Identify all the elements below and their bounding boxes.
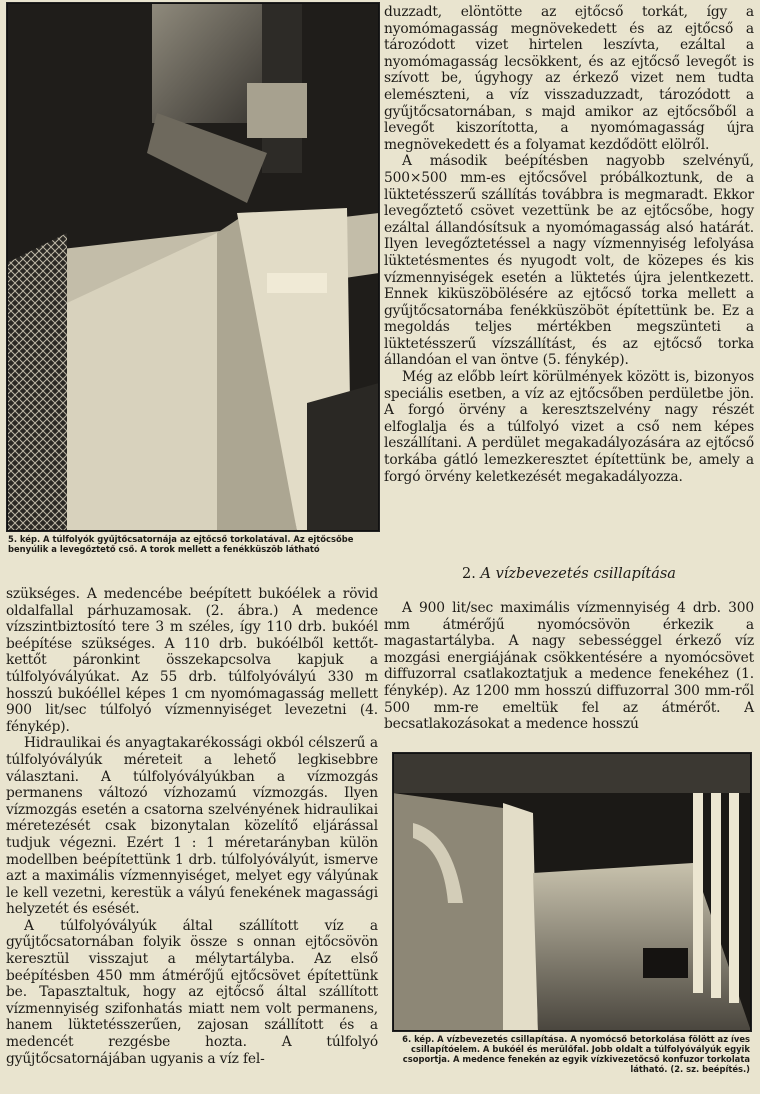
- figure-6-caption: 6. kép. A vízbevezetés csillapítása. A nyomócső betorkolása fölött az íves csillapítóelem. A bukóél és merülőfal. Jobb oldalt a túlfolyóvályúk egyik csoportja. A medence fenekén az egyik vízkivezetőcső konfuzor torkolata látható. (2. sz. beépítés.): [402, 1034, 750, 1074]
- right-column-top: [384, 4, 754, 485]
- section-number: 2.: [462, 566, 476, 582]
- left-paragraph-2: Hidraulikai és anyagtakarékossági okból célszerű a túlfolyóvályúk méreteit a lehető legkisebbre választani. A túlfolyóvályúkban a vízmozgás permanens változó vízhozamú vízmozgás. Ilyen vízmozgás esetén a csatorna szelvényének hidraulikai méretezését csak bizonytalan közelítő eljárással tudjuk végezni. Ezért 1 : 1 méretarányban külön modellben beépítettünk 1 drb. túlfolyóvályút, ismerve azt a maximális vízmennyiséget, melyet egy vályúnak le kell vezetni, kerestük a vályú fenekének magassági helyzetét és esését.: [6, 735, 378, 918]
- figure-5-photo: [6, 2, 380, 532]
- section-title: A vízbevezetés csillapítása: [480, 566, 676, 582]
- figure-6-image: [393, 753, 751, 1031]
- right-paragraph-4: A 900 lit/sec maximális vízmennyiség 4 drb. 300 mm átmérőjű nyomócsövön érkezik a magastartályba. A nagy sebességgel érkező víz mozgási energiájának csökkentésére a nyomócsövet diffuzorral csatlakoztatjuk a medence fenekéhez (1. fénykép). Az 1200 mm hosszú diffuzorral 300 mm-ről 500 mm-re emeltük fel az átmérőt. A becsatlakozásokat a medence hosszú: [384, 600, 754, 733]
- figure-5-image: [7, 3, 379, 531]
- section-heading: [384, 566, 754, 582]
- right-paragraph-1: duzzadt, elöntötte az ejtőcső torkát, így a nyomómagasság megnövekedett és az ejtőcső a tározódott vizet hirtelen leszívta, ezáltal a nyomómagasság lecsökkent, és az ejtőcső levegőt is szívott be, úgyhogy az érkező vizet nem tudta elemészteni, a víz visszaduzzadt, tározódott a gyűjtőcsatornában, s majd amikor az ejtőcsőből a levegőt kiszorította, a nyomómagasság újra megnövekedett és a folyamat kezdődött elölről.: [384, 4, 754, 153]
- left-paragraph-1: szükséges. A medencébe beépített bukóélek a rövid oldalfallal párhuzamosak. (2. ábra.) A medence vízszintbiztosító tere 3 m széles, így 110 drb. bukóél beépítése szükséges. A 110 drb. bukóélből kettőt-kettőt páronkint összekapcsolva kapjuk a túlfolyóvályúkat. Az 55 drb. túlfolyóvályú 330 m hosszú bukóéllel képes 1 cm nyomómagasság mellett 900 lit/sec túlfolyó vízmennyiséget levezetni (4. fénykép).: [6, 586, 378, 735]
- right-paragraph-2: A második beépítésben nagyobb szelvényű, 500×500 mm-es ejtőcsővel próbálkoztunk, de a lüktetésszerű szállítás továbbra is megmaradt. Ekkor levegőztető csövet vezettünk be az ejtőcsőbe, hogy ezáltal állandósítsuk a nyomómagasság alsó határát. Ilyen levegőztetéssel a nagy vízmennyiség lefolyása lüktetésmentes és nyugodt volt, de közepes és kis vízmennyiségek esetén a lüktetés újra jelentkezett. Ennek kiküszöbölésére az ejtőcső torka mellett a gyűjtőcsatornába fenékküszöböt építettünk be. Ez a megoldás teljes mértékben megszünteti a lüktetésszerű vízszállítást, és az ejtőcső torka állandóan el van öntve (5. fénykép).: [384, 153, 754, 369]
- left-paragraph-3: A túlfolyóvályúk által szállított víz a gyűjtőcsatornában folyik össze s onnan ejtőcsövön keresztül visszajut a mélytartályba. Az első beépítésben 450 mm átmérőjű ejtőcsövet építettünk be. Tapasztaltuk, hogy az ejtőcső által szállított vízmennyiség szifonhatás miatt nem volt permanens, hanem lüktetésszerűen, zajosan szállított és a medencét rezgésbe hozta. A túlfolyó gyűjtőcsatornájában ugyanis a víz fel-: [6, 917, 378, 1067]
- left-column: [6, 586, 378, 1067]
- figure-6-photo: [392, 752, 752, 1032]
- figure-5-caption: 5. kép. A túlfolyók gyűjtőcsatornája az ejtőcső torkolatával. Az ejtőcsőbe benyúlik a levegőztető cső. A torok mellett a fenékküszöb látható: [8, 534, 354, 554]
- right-column-bottom: [384, 600, 754, 733]
- right-paragraph-3: Még az előbb leírt körülmények között is, bizonyos speciális esetben, a víz az ejtőcsőben perdületbe jön. A forgó örvény a keresztszelvény nagy részét elfoglalja és a túlfolyó vizet a cső nem képes leszállítani. A perdület megakadályozására az ejtőcső torkába gátló lemezkeresztet építettünk be, amely a forgó örvény keletkezését megakadályozza.: [384, 369, 754, 485]
